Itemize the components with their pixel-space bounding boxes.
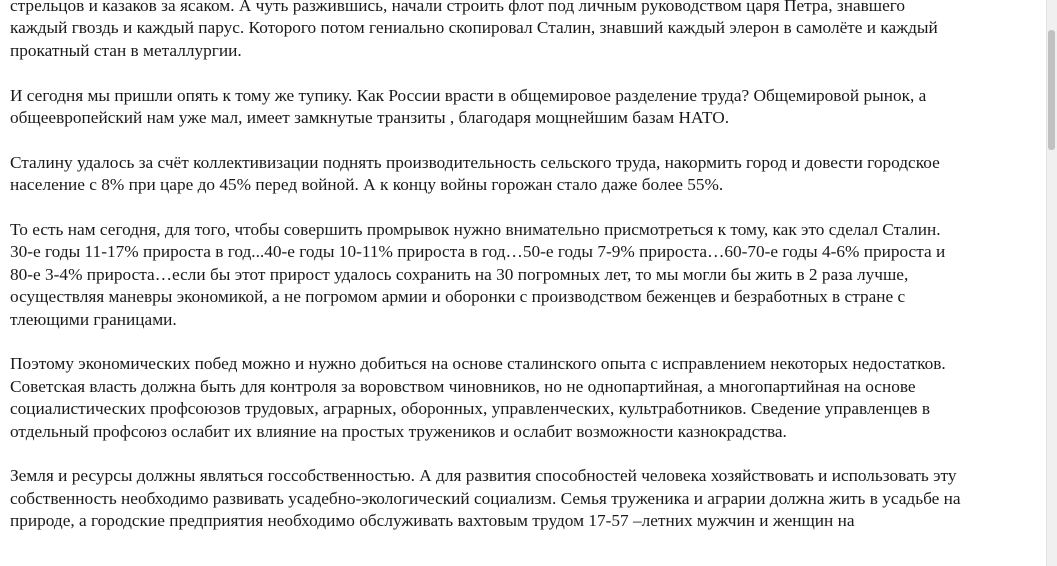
text-line: То есть нам сегодня, для того, чтобы совершить промрывок нужно внимательно присмотреться к тому, как это сделал Сталин. — [10, 220, 941, 240]
paragraph — [10, 0, 1042, 62]
document-body — [10, 0, 1042, 555]
text-line: 30-е годы 11-17% прироста в год...40-е годы 10-11% прироста в год…50-е годы 7-9% прироста…60-70-е годы 4-6% прироста и — [10, 242, 946, 262]
text-line: И сегодня мы пришли опять к тому же тупику. Как России врасти в общемировое разделение труда? Общемировой рынок, а — [10, 85, 927, 105]
paragraph — [10, 152, 1042, 197]
text-line: стрельцов и казаков за ясаком. А чуть разжившись, начали строить флот под личным руководством царя Петра, знавшего — [10, 0, 906, 15]
paragraph — [10, 219, 1042, 331]
paragraph — [10, 465, 1042, 532]
text-line: Сталину удалось за счёт коллективизации поднять производительность сельского труда, накормить город и довести городское — [10, 152, 940, 172]
text-line: население с 8% при царе до 45% перед войной. А к концу войны горожан стало даже более 55%. — [10, 175, 724, 195]
vertical-scrollbar[interactable] — [1046, 0, 1057, 566]
text-line: тлеющими границами. — [10, 309, 177, 329]
text-line: социалистических профсоюзов трудовых, аграрных, оборонных, управленческих, культработников. Сведение управленцев в — [10, 399, 931, 419]
text-line: отдельный профсоюз ослабит их влияние на простых тружеников и ослабит возможности казнокрадства. — [10, 421, 787, 441]
paragraph — [10, 85, 1042, 130]
text-line: прокатный стан в металлургии. — [10, 40, 242, 60]
paragraph — [10, 353, 1042, 443]
text-line: Поэтому экономических побед можно и нужно добиться на основе сталинского опыта с исправлением некоторых недостатков. — [10, 354, 946, 374]
text-line: осуществляя маневры экономикой, а не погромом армии и оборонки с производством беженцев и безработных в стране с — [10, 287, 906, 307]
text-line: общеевропейский нам уже мал, имеет замкнутые транзиты , благодаря мощнейшим базам НАТО. — [10, 108, 730, 128]
text-line: 80-е 3-4% прироста…если бы этот прирост удалось сохранить на 30 погромных лет, то мы могли бы жить в 2 раза лучше, — [10, 264, 909, 284]
text-line: Земля и ресурсы должны являться госсобственностью. А для развития способностей человека хозяйствовать и использовать эту — [10, 466, 957, 486]
text-line: природе, а городские предприятия необходимо обслуживать вахтовым трудом 17-57 –летних мужчин и женщин на — [10, 511, 855, 531]
text-line: Советская власть должна быть для контроля за воровством чиновников, но не однопартийная, а многопартийная на основе — [10, 376, 916, 396]
text-line: собственность необходимо развивать усадебно-экологический социализм. Семья труженика и аграрии должна жить в усадьбе на — [10, 488, 961, 508]
scrollbar-thumb[interactable] — [1048, 30, 1055, 150]
text-line: каждый гвоздь и каждый парус. Которого потом гениально скопировал Сталин, знавший каждый элерон в самолёте и каждый — [10, 18, 938, 38]
